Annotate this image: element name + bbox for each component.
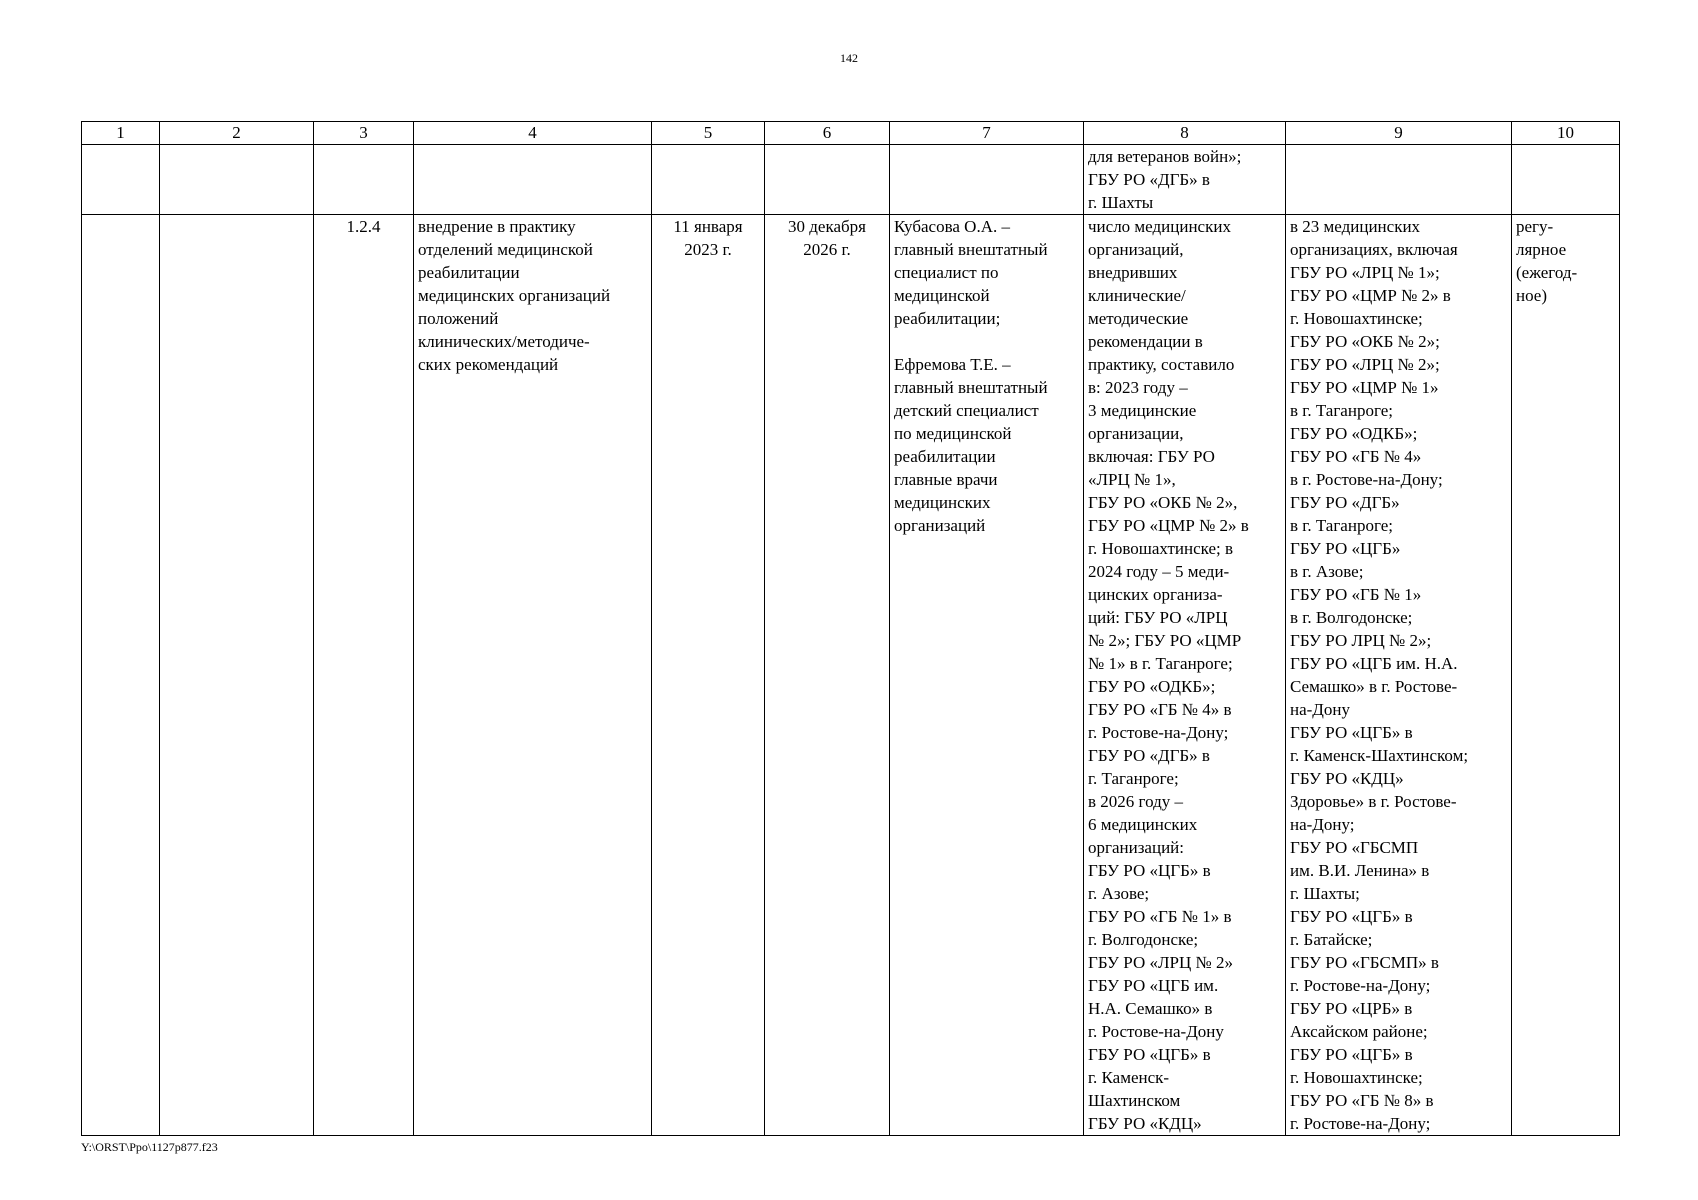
cell-text-line: медицинской: [894, 286, 990, 305]
column-number: 2: [160, 122, 314, 145]
cell-text-line: регу-: [1516, 217, 1554, 236]
cell-text-line: № 1» в г. Таганроге;: [1088, 654, 1233, 673]
cell-text-line: ГБУ РО «ЦМР № 1»: [1290, 378, 1439, 397]
cell-text-line: рекомендации в: [1088, 332, 1203, 351]
cell-text-line: ГБУ РО «ОКБ № 2»,: [1088, 493, 1238, 512]
cell-text-line: ГБУ РО «ЦГБ» в: [1088, 1045, 1211, 1064]
cell-text-line: положений: [418, 309, 499, 328]
cell-text-line: [894, 330, 1079, 353]
cell-text-line: г. Таганроге;: [1088, 769, 1179, 788]
cell-text-line: главный внештатный: [894, 378, 1048, 397]
cell-text-line: Аксайском районе;: [1290, 1022, 1428, 1041]
cell-text-line: Н.А. Семашко» в: [1088, 999, 1213, 1018]
cell-text-line: Ефремова Т.Е. –: [894, 355, 1011, 374]
cell-text-line: реабилитации: [894, 447, 996, 466]
cell-text-line: 30 декабря: [788, 217, 866, 236]
table-cell: [652, 145, 765, 215]
cell-text-line: Кубасова О.А. –: [894, 217, 1010, 236]
cell-text-line: ГБУ РО «ГБ № 1»: [1290, 585, 1422, 604]
column-number: 1: [82, 122, 160, 145]
cell-text-line: организаций,: [1088, 240, 1184, 259]
indicator-cell: [1084, 215, 1286, 1136]
cell-text-line: ГБУ РО «КДЦ»: [1088, 1114, 1202, 1133]
cell-text-line: им. В.И. Ленина» в: [1290, 861, 1430, 880]
cell-text-line: в г. Таганроге;: [1290, 401, 1393, 420]
column-number-row: [82, 122, 1620, 145]
cell-text-line: включая: ГБУ РО: [1088, 447, 1215, 466]
cell-text-line: реабилитации;: [894, 309, 1001, 328]
cell-text-line: 11 января: [673, 217, 743, 236]
cell-text-line: ГБУ РО «ЛРЦ № 2»: [1088, 953, 1233, 972]
cell-text-line: ГБУ РО «ЦГБ» в: [1290, 723, 1413, 742]
cell-text-line: 2023 г.: [684, 240, 732, 259]
cell-text-line: г. Волгодонске;: [1088, 930, 1199, 949]
cell-text-line: (ежегод-: [1516, 263, 1578, 282]
end-date-cell: [765, 215, 890, 1136]
cell-text-line: г. Ростове-на-Дону;: [1290, 976, 1431, 995]
cell-text-line: ГБУ РО «ГБ № 4»: [1290, 447, 1422, 466]
cell-text-line: в г. Волгодонске;: [1290, 608, 1413, 627]
cell-text-line: ГБУ РО «ГБ № 1» в: [1088, 907, 1232, 926]
cell-text-line: г. Ростове-на-Дону;: [1088, 723, 1229, 742]
cell-text-line: ГБУ РО «ДГБ» в: [1088, 746, 1210, 765]
column-number: 9: [1286, 122, 1512, 145]
continuation-row: [82, 145, 1620, 215]
cell-text-line: внедрение в практику: [418, 217, 576, 236]
cell-text-line: Здоровье» в г. Ростове-: [1290, 792, 1457, 811]
table-cell: [765, 145, 890, 215]
table-cell: [1512, 145, 1620, 215]
cell-text-line: ГБУ РО «ГБ № 8» в: [1290, 1091, 1434, 1110]
cell-text-line: в г. Таганроге;: [1290, 516, 1393, 535]
table-cell: [890, 145, 1084, 215]
column-number: 10: [1512, 122, 1620, 145]
cell-text-line: ГБУ РО «ОКБ № 2»;: [1290, 332, 1440, 351]
cell-text-line: ГБУ РО «ЦМР № 2» в: [1290, 286, 1451, 305]
cell-text-line: г. Каменск-Шахтинском;: [1290, 746, 1469, 765]
responsible-cell: [890, 215, 1084, 1136]
cell-text-line: ГБУ РО «ГБСМП: [1290, 838, 1419, 857]
cell-text-line: г. Шахты;: [1290, 884, 1360, 903]
cell-text-line: ций: ГБУ РО «ЛРЦ: [1088, 608, 1228, 627]
cell-text-line: ГБУ РО «ЛРЦ № 2»;: [1290, 355, 1440, 374]
cell-text-line: ГБУ РО «ЦГБ»: [1290, 539, 1401, 558]
cell-text-line: ГБУ РО «ЦГБ им. Н.А.: [1290, 654, 1458, 673]
cell-text-line: г. Новошахтинске;: [1290, 309, 1423, 328]
cell-text-line: организации,: [1088, 424, 1184, 443]
cell-text-line: главные врачи: [894, 470, 998, 489]
cell-text-line: ГБУ РО ЛРЦ № 2»;: [1290, 631, 1432, 650]
cell-text-line: Шахтинском: [1088, 1091, 1181, 1110]
column-number: 5: [652, 122, 765, 145]
cell-text-line: в г. Азове;: [1290, 562, 1364, 581]
cell-text-line: г. Ростове-на-Дону: [1088, 1022, 1224, 1041]
cell-text-line: г. Батайске;: [1290, 930, 1373, 949]
cell-text-line: организаций:: [1088, 838, 1184, 857]
cell-text-line: 2024 году – 5 меди-: [1088, 562, 1230, 581]
cell-text-line: ГБУ РО «ДГБ»: [1290, 493, 1400, 512]
file-path: Y:\ORST\Ppo\1127p877.f23: [81, 1140, 218, 1154]
cell-text-line: ских рекомендаций: [418, 355, 559, 374]
item-number-cell: 1.2.4: [314, 215, 414, 1136]
column-number: 3: [314, 122, 414, 145]
table-cell: [82, 215, 160, 1136]
cell-text-line: реабилитации: [418, 263, 520, 282]
result-cell: [1286, 215, 1512, 1136]
cell-text-line: ГБУ РО «ЦГБ» в: [1088, 861, 1211, 880]
cell-text-line: отделений медицинской: [418, 240, 593, 259]
column-number: 6: [765, 122, 890, 145]
column-number: 7: [890, 122, 1084, 145]
cell-text-line: на-Дону: [1290, 700, 1350, 719]
cell-text-line: г. Новошахтинске;: [1290, 1068, 1423, 1087]
cell-text-line: клинических/методиче-: [418, 332, 590, 351]
cell-text-line: главный внештатный: [894, 240, 1048, 259]
cell-text-line: для ветеранов войн»;: [1088, 147, 1242, 166]
cell-text-line: ГБУ РО «ЦРБ» в: [1290, 999, 1413, 1018]
table-row: [82, 215, 1620, 1136]
cell-text-line: внедривших: [1088, 263, 1178, 282]
table-cell: [82, 145, 160, 215]
cell-text-line: организаций: [894, 516, 986, 535]
cell-text-line: г. Ростове-на-Дону;: [1290, 1114, 1431, 1133]
cell-text-line: на-Дону;: [1290, 815, 1355, 834]
start-date-cell: [652, 215, 765, 1136]
cell-text-line: 3 медицинские: [1088, 401, 1197, 420]
cell-text-line: медицинских: [894, 493, 991, 512]
cell-text-line: ГБУ РО «КДЦ»: [1290, 769, 1404, 788]
cell-text-line: 6 медицинских: [1088, 815, 1198, 834]
cell-text-line: Семашко» в г. Ростове-: [1290, 677, 1458, 696]
column-number: 8: [1084, 122, 1286, 145]
cell-text-line: организациях, включая: [1290, 240, 1458, 259]
cell-text-line: цинских организа-: [1088, 585, 1223, 604]
cell-text-line: г. Новошахтинске; в: [1088, 539, 1234, 558]
cell-text-line: число медицинских: [1088, 217, 1231, 236]
cell-text-line: 2026 г.: [803, 240, 851, 259]
cell-text-line: в 23 медицинских: [1290, 217, 1421, 236]
cell-text-line: клинические/: [1088, 286, 1186, 305]
table-cell: [160, 215, 314, 1136]
cell-text-line: г. Каменск-: [1088, 1068, 1170, 1087]
cell-text-line: практику, составило: [1088, 355, 1235, 374]
cell-text-line: «ЛРЦ № 1»,: [1088, 470, 1176, 489]
cell-text-line: методические: [1088, 309, 1189, 328]
cell-text-line: в: 2023 году –: [1088, 378, 1188, 397]
cell-text-line: в г. Ростове-на-Дону;: [1290, 470, 1443, 489]
cell-text-line: детский специалист: [894, 401, 1039, 420]
cell-text-line: № 2»; ГБУ РО «ЦМР: [1088, 631, 1242, 650]
cell-text-line: лярное: [1516, 240, 1567, 259]
cell-text-line: в 2026 году –: [1088, 792, 1183, 811]
cell-text-line: г. Шахты: [1088, 193, 1154, 212]
cell-text-line: ГБУ РО «ГБ № 4» в: [1088, 700, 1232, 719]
cell-text-line: специалист по: [894, 263, 999, 282]
table-cell: [414, 145, 652, 215]
cell-text-line: ГБУ РО «ГБСМП» в: [1290, 953, 1439, 972]
cell-text-line: ГБУ РО «ОДКБ»;: [1290, 424, 1418, 443]
cell-text-line: ГБУ РО «ЦГБ» в: [1290, 1045, 1413, 1064]
cell-text-line: ГБУ РО «ОДКБ»;: [1088, 677, 1216, 696]
cell-text-line: по медицинской: [894, 424, 1012, 443]
cell-text-line: ГБУ РО «ЦГБ им.: [1088, 976, 1219, 995]
continuation-indicator-cell: [1084, 145, 1286, 215]
activity-cell: [414, 215, 652, 1136]
plan-table: [81, 121, 1620, 1136]
table-cell: [160, 145, 314, 215]
cell-text-line: ГБУ РО «ДГБ» в: [1088, 170, 1210, 189]
table-cell: [314, 145, 414, 215]
cell-text-line: ГБУ РО «ЦГБ» в: [1290, 907, 1413, 926]
cell-text-line: г. Азове;: [1088, 884, 1150, 903]
column-number: 4: [414, 122, 652, 145]
cell-text-line: медицинских организаций: [418, 286, 611, 305]
table-cell: [1286, 145, 1512, 215]
cell-text-line: ное): [1516, 286, 1548, 305]
page-number: 142: [840, 51, 858, 65]
cell-text-line: ГБУ РО «ЛРЦ № 1»;: [1290, 263, 1440, 282]
cell-text-line: ГБУ РО «ЦМР № 2» в: [1088, 516, 1249, 535]
periodicity-cell: [1512, 215, 1620, 1136]
